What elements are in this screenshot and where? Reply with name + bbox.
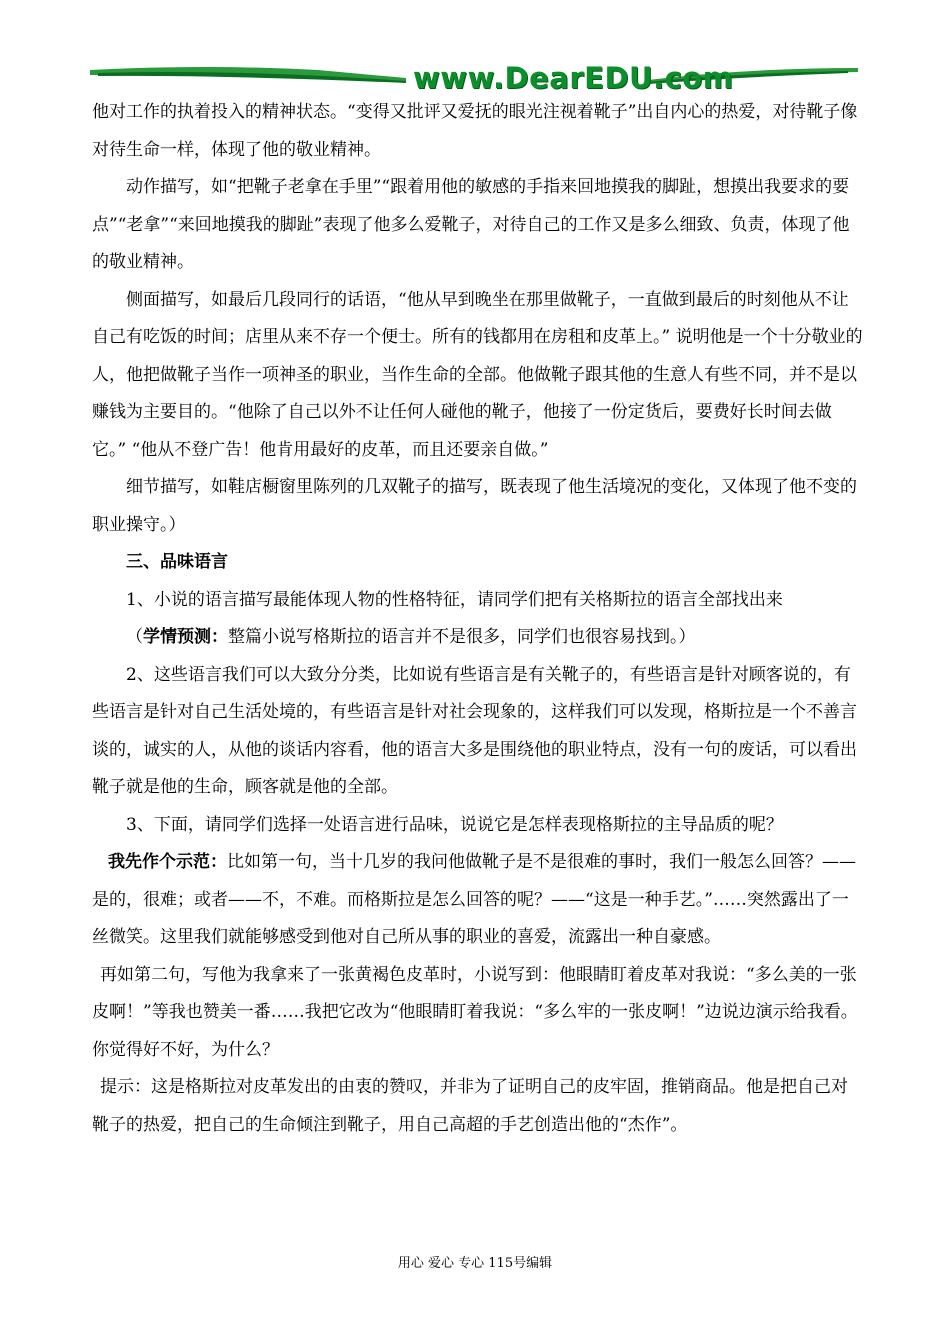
- prediction-open-paren: （: [126, 627, 143, 647]
- section-title: 三、品味语言: [126, 552, 228, 572]
- paragraph-side-description: 侧面描写，如最后几段同行的话语，“他从早到晚坐在那里做靴子，一直做到最后的时刻他从不让自己有吃饭的时间；店里从来不存一个便士。所有的钱都用在房租和皮革上。” 说明他是一个十分敬业的人，他把做靴子当作一项神圣的职业，当作生命的全部。他做靴子跟其他的生意人有些不同，并不是以赚钱为主要目的。“他除了自己以外不让任何人碰他的靴子，他接了一份定货后，要费好长时间去做它。” “他从不登广告！他肯用最好的皮革，而且还要亲自做。”: [92, 289, 863, 460]
- site-header-banner: [88, 58, 860, 98]
- demonstration-text: 比如第一句，当十几岁的我问他做靴子是不是很难的事时，我们一般怎么回答？——是的，很难；或者——不，不难。而格斯拉是怎么回答的呢？——“这是一种手艺。”……突然露出了一丝微笑。这里我们就能够感受到他对自己所从事的职业的喜爱，流露出一种自豪感。: [92, 852, 856, 947]
- paragraph-prediction: [92, 619, 864, 657]
- paragraph-1: 他对工作的执着投入的精神状态。“变得又批评又爱抚的眼光注视着靴子”出自内心的热爱，对待靴子像对待生命一样，体现了他的敬业精神。: [92, 102, 858, 160]
- prediction-label: 学情预测：: [143, 627, 228, 647]
- paragraph-hint: 提示：这是格斯拉对皮革发出的由衷的赞叹，并非为了证明自己的皮牢固，推销商品。他是把自己对靴子的热爱，把自己的生命倾注到靴子，用自己高超的手艺创造出他的“杰作”。: [92, 1077, 848, 1135]
- paragraph-detail-description: 细节描写，如鞋店橱窗里陈列的几双靴子的描写，既表现了他生活境况的变化，又体现了他不变的职业操守。）: [92, 477, 857, 535]
- page-footer: 用心 爱心 专心 115号编辑: [397, 1256, 553, 1271]
- prediction-text: 整篇小说写格斯拉的语言并不是很多，同学们也很容易找到。）: [228, 627, 696, 647]
- paragraph-demonstration: [92, 844, 864, 957]
- paragraph-question-1: 1、小说的语言描写最能体现人物的性格特征，请同学们把有关格斯拉的语言全部找出来: [126, 589, 783, 610]
- paragraph-action-description: 动作描写，如“把靴子老拿在手里”“跟着用他的敏感的手指来回地摸我的脚趾，想摸出我要求的要点”“老拿”“来回地摸我的脚趾”表现了他多么爱靴子，对待自己的工作又是多么细致、负责，体现了他的敬业精神。: [92, 177, 850, 272]
- paragraph-second-example: 再如第二句，写他为我拿来了一张黄褐色皮革时，小说写到：他眼睛盯着皮革对我说：“多么美的一张皮啊！”等我也赞美一番……我把它改为“他眼睛盯着我说：“多么牢的一张皮啊！”边说边演示给我看。你觉得好不好，为什么？: [92, 964, 858, 1060]
- document-body: [92, 94, 864, 1144]
- paragraph-question-3: 3、下面，请同学们选择一处语言进行品味，说说它是怎样表现格斯拉的主导品质的呢？: [126, 814, 783, 835]
- site-logo-text: www.DearEDU.com: [413, 61, 734, 95]
- demonstration-label: 我先作个示范：: [108, 852, 227, 872]
- paragraph-question-2: 2、这些语言我们可以大致分分类，比如说有些语言是有关靴子的，有些语言是针对顾客说的，有些语言是针对自己生活处境的，有些语言是针对社会现象的，这样我们可以发现，格斯拉是一个不善言谈的，诚实的人，从他的谈话内容看，他的语言大多是围绕他的职业特点，没有一句的废话，可以看出靴子就是他的生命，顾客就是他的全部。: [92, 664, 857, 797]
